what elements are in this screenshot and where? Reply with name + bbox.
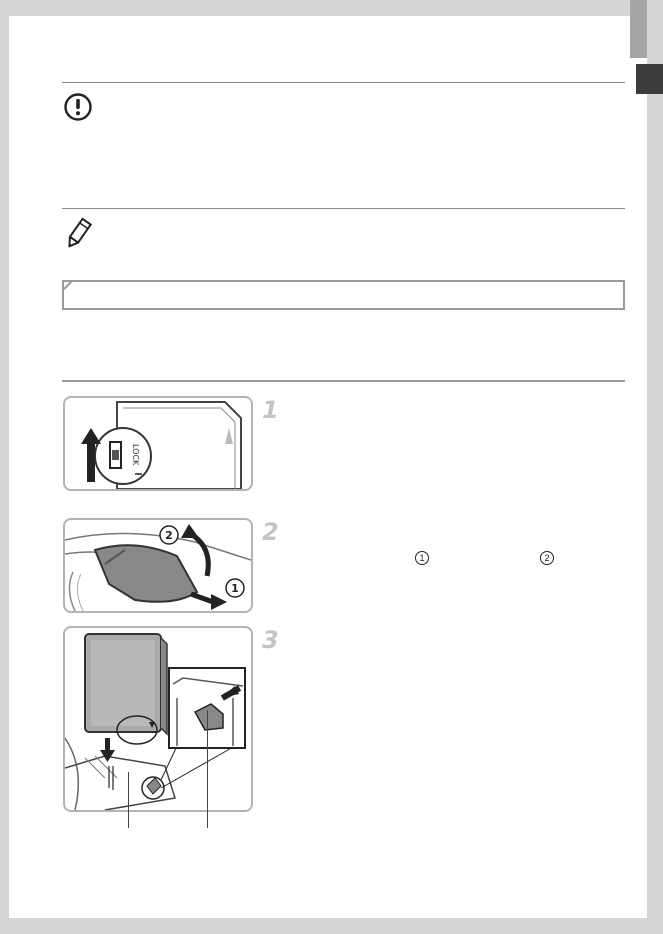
page-frame-bottom: [0, 918, 663, 934]
chapter-tab-light: [630, 0, 647, 58]
section-heading-box: [62, 280, 625, 310]
marker-2-circle: 2: [540, 551, 554, 565]
section-heading-notch: [62, 280, 84, 296]
callout-line-battery-lock: [207, 710, 208, 828]
illustration-memory-card-lock: [63, 396, 253, 491]
page-frame-right: [647, 0, 663, 934]
caution-top-rule: [62, 82, 625, 83]
steps-top-rule: [62, 380, 625, 382]
page-frame-top: [0, 0, 663, 16]
caution-icon: [63, 92, 93, 122]
marker-1-circle: 1: [415, 551, 429, 565]
step-2-number: 2: [262, 518, 279, 546]
illustration-open-cover: [63, 518, 253, 613]
lock-label: LOCK: [131, 444, 140, 466]
tip-top-rule: [62, 208, 625, 209]
illustration-insert-battery: [63, 626, 253, 812]
cover-marker-2: 2: [165, 529, 173, 542]
chapter-tab-active: [636, 64, 663, 94]
callout-line-terminals: [128, 772, 129, 828]
cover-marker-1: 1: [231, 582, 239, 595]
page-frame-left: [0, 0, 9, 934]
step-3-number: 3: [262, 626, 279, 654]
pencil-icon: [64, 217, 92, 251]
step-2-marker-2: [540, 550, 554, 565]
step-1-number: 1: [262, 396, 279, 424]
step-2-marker-1: [415, 550, 429, 565]
